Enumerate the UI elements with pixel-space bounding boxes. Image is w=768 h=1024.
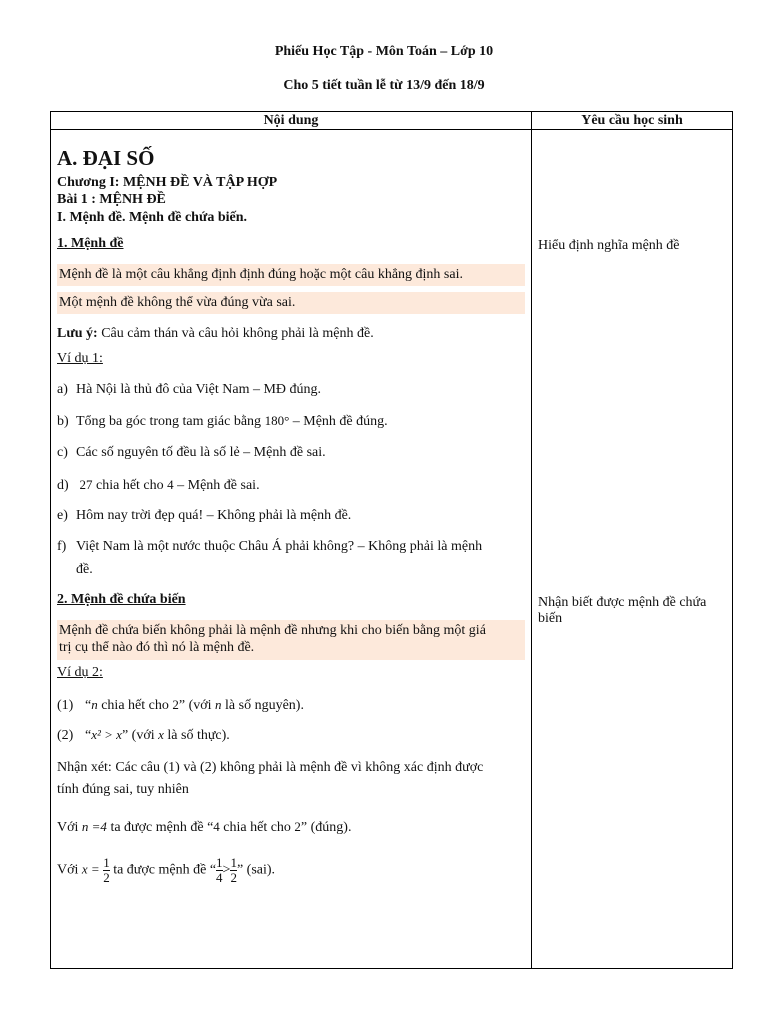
math-expression: x =	[81, 861, 100, 877]
math-expression: 4	[213, 819, 220, 834]
list-label: f)	[57, 539, 67, 554]
worksheet-title: Phiếu Học Tập - Môn Toán – Lớp 10	[274, 44, 494, 59]
list-text: chia hết cho	[219, 820, 295, 835]
math-variable: n	[215, 697, 222, 712]
example-2-title: Ví dụ 2:	[57, 665, 103, 680]
list-text: ta được mệnh đề “	[113, 862, 217, 878]
requirement-2: Nhận biết được mệnh đề chứa biến	[538, 595, 707, 626]
math-expression: 2	[294, 819, 301, 834]
math-expression: 2	[172, 697, 179, 712]
requirement-area	[532, 130, 732, 968]
list-text: là số nguyên).	[221, 698, 304, 713]
list-item	[57, 382, 321, 398]
list-label: b)	[57, 414, 69, 429]
quote-mark: “	[85, 698, 92, 713]
example-1-title: Ví dụ 1:	[57, 351, 103, 366]
example-2-item-2	[57, 727, 230, 744]
list-item	[57, 539, 482, 555]
fraction-one-quarter: $\frac{1}{4}$	[216, 855, 223, 885]
list-item	[57, 477, 260, 494]
list-text: là số thực).	[163, 728, 230, 743]
math-expression: 27	[79, 477, 93, 492]
list-text: Tổng ba góc trong tam giác bằng	[76, 414, 265, 429]
list-item	[57, 413, 388, 430]
content-cell	[51, 130, 532, 969]
list-text: ” (đúng).	[300, 820, 352, 835]
remark-line: tính đúng sai, tuy nhiên	[57, 782, 189, 797]
list-text: ” (sai).	[236, 862, 276, 878]
math-variable: x	[158, 727, 164, 742]
list-item-continued: đề.	[76, 562, 93, 577]
list-text: ta được mệnh đề “	[106, 820, 214, 835]
math-operator: >	[222, 862, 231, 878]
table-header-row	[51, 112, 733, 130]
definition-line: Mệnh đề chứa biến không phải là mệnh đề nhưng khi cho biến bằng một giá	[59, 623, 486, 638]
definition-highlight-1: Mệnh đề là một câu khẳng định định đúng hoặc một câu khẳng định sai.	[57, 264, 525, 286]
requirement-1: Hiểu định nghĩa mệnh đề	[538, 238, 680, 253]
list-label: (1)	[57, 698, 74, 713]
lesson-table	[50, 111, 733, 969]
list-label: e)	[57, 508, 68, 523]
note-text: Câu cảm thán và câu hỏi không phải là mệnh đề.	[97, 326, 374, 341]
quote-mark: “	[85, 728, 92, 743]
list-text: chia hết cho	[97, 698, 173, 713]
part-heading: I. Mệnh đề. Mệnh đề chứa biến.	[57, 210, 248, 225]
math-expression: x² > x	[91, 727, 122, 742]
subheading-open-sentence: 2. Mệnh đề chứa biến	[57, 592, 186, 607]
math-expression: n =4	[81, 819, 107, 834]
note-line	[57, 326, 374, 342]
worksheet-subtitle: Cho 5 tiết tuần lễ từ 13/9 đến 18/9	[283, 78, 485, 93]
list-text: Hôm nay trời đẹp quá! – Không phải là mệnh đề.	[76, 508, 352, 523]
list-text: ” (với	[121, 728, 159, 743]
list-text: – Mệnh đề sai.	[173, 478, 260, 493]
remark-line: Nhận xét: Các câu (1) và (2) không phải là mệnh đề vì không xác định được	[57, 760, 484, 775]
list-text: chia hết cho	[92, 478, 168, 493]
with-x-line	[57, 856, 275, 885]
definition-highlight-3	[57, 620, 525, 660]
list-text: Với	[57, 820, 82, 835]
chapter-heading: Chương I: MỆNH ĐỀ VÀ TẬP HỢP	[57, 175, 278, 190]
requirement-cell	[532, 130, 733, 969]
list-text: Hà Nội là thủ đô của Việt Nam – MĐ đúng.	[76, 382, 322, 397]
col-requirement-header: Yêu cầu học sinh	[532, 112, 733, 130]
fraction-one-half-b: $\frac{1}{2}$	[230, 855, 237, 885]
list-label: c)	[57, 445, 68, 460]
note-label: Lưu ý:	[57, 326, 98, 341]
list-text: – Mệnh đề đúng.	[289, 414, 388, 429]
list-item	[57, 445, 326, 461]
list-text: Các số nguyên tố đều là số lẻ – Mệnh đề sai.	[76, 445, 326, 460]
with-n-line	[57, 819, 351, 836]
lesson-heading: Bài 1 : MỆNH ĐỀ	[57, 192, 166, 207]
col-content-header: Nội dung	[51, 112, 532, 130]
list-item	[57, 508, 351, 524]
list-text: ” (với	[178, 698, 216, 713]
definition-highlight-2: Một mệnh đề không thể vừa đúng vừa sai.	[57, 292, 525, 314]
list-label: (2)	[57, 728, 74, 743]
section-heading: A. ĐẠI SỐ	[57, 146, 155, 170]
example-2-item-1	[57, 697, 304, 714]
list-text: Việt Nam là một nước thuộc Châu Á phải không? – Không phải là mệnh	[76, 539, 483, 554]
list-label: d)	[57, 478, 69, 493]
math-expression: 4	[167, 477, 174, 492]
fraction-one-half: $\frac{1}{2}$	[103, 855, 110, 885]
subheading-proposition: 1. Mệnh đề	[57, 236, 124, 251]
math-variable: n	[91, 697, 98, 712]
math-expression: 180°	[264, 413, 290, 428]
definition-line: trị cụ thể nào đó thì nó là mệnh đề.	[59, 640, 255, 655]
table-body-row	[51, 130, 733, 969]
list-label: a)	[57, 382, 68, 397]
remark-paragraph	[57, 757, 483, 801]
list-text: Với	[57, 862, 82, 878]
content-area	[51, 130, 531, 968]
